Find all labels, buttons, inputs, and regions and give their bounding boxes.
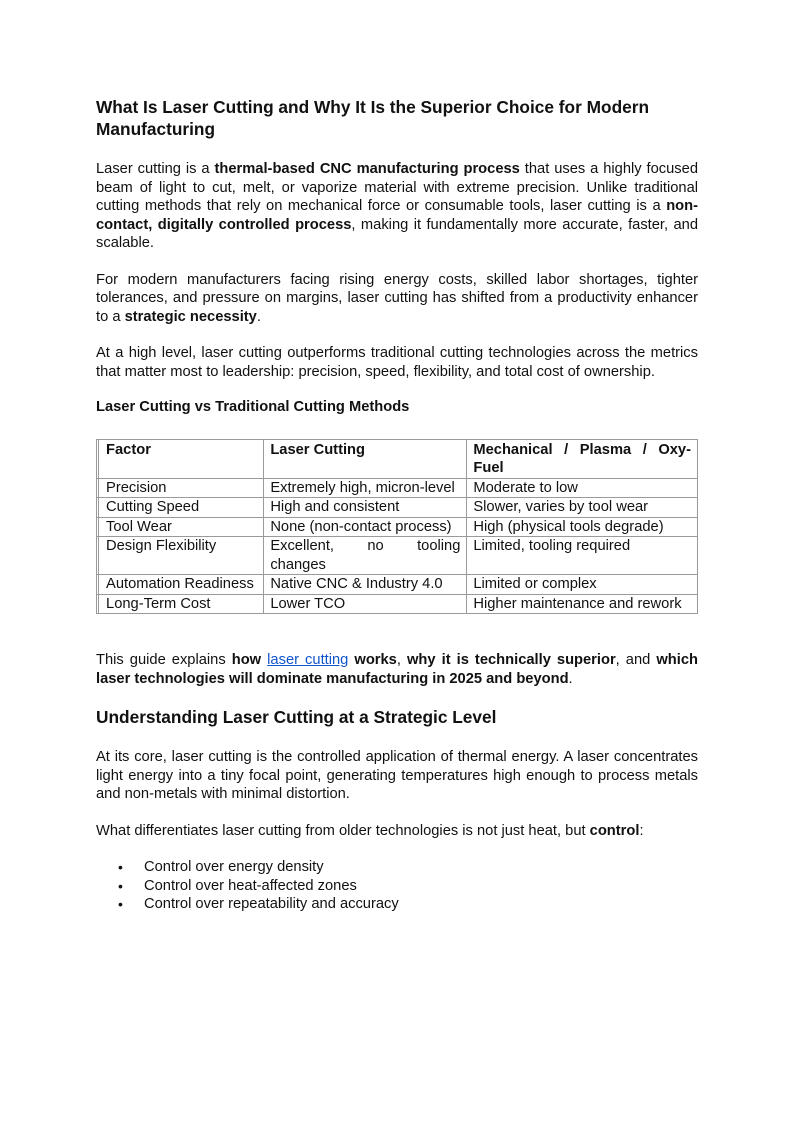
intro-paragraph-1	[96, 160, 698, 253]
bullet-icon: •	[118, 859, 123, 875]
control-list	[96, 858, 698, 914]
table-row	[97, 594, 698, 614]
table-row	[97, 498, 698, 518]
text-run: This guide explains	[96, 652, 232, 668]
table-cell: High (physical tools degrade)	[467, 517, 698, 537]
list-item	[96, 877, 698, 896]
bullet-icon: •	[118, 896, 123, 912]
table-cell: Design Flexibility	[99, 537, 264, 575]
intro-paragraph-3: At a high level, laser cutting outperforms traditional cutting technologies across the metrics that matter most to leadership: precision, speed, flexibility, and total cost of ownership.	[96, 345, 698, 380]
table-cell: Long-Term Cost	[99, 594, 264, 614]
text-run: , and	[615, 652, 657, 668]
table-cell: Lower TCO	[264, 594, 467, 614]
table-cell: Limited, tooling required	[467, 537, 698, 575]
table-cell: Slower, varies by tool wear	[467, 498, 698, 518]
main-heading: What Is Laser Cutting and Why It Is the Superior Choice for Modern Manufacturing	[96, 97, 650, 139]
table-row	[97, 575, 698, 595]
bold-text: control	[589, 822, 640, 839]
text-run: :	[639, 822, 644, 839]
text-run: that uses a highly focused beam of light to cut, melt, or vaporize material with extreme precision. Unlike traditional cutting methods that rely on mechanical force or consumable tools, laser cutting is a	[96, 161, 698, 214]
table-cell: Higher maintenance and rework	[467, 594, 698, 614]
text-run: ,	[396, 652, 407, 668]
text-run: .	[256, 308, 261, 325]
laser-cutting-link[interactable]: laser cutting	[267, 652, 349, 668]
bold-text: which laser technologies will dominate manufacturing in 2025 and beyond	[96, 652, 698, 687]
list-item-text: Control over energy density	[144, 859, 324, 875]
table-title: Laser Cutting vs Traditional Cutting Methods	[96, 399, 410, 415]
table-cell: High and consistent	[264, 498, 467, 518]
strategic-paragraph-2	[96, 822, 698, 841]
text-run: , making it fundamentally more accurate, faster, and scalable.	[96, 216, 699, 251]
header-cell-traditional: Mechanical / Plasma / Oxy-Fuel	[467, 439, 698, 478]
intro-paragraph-2	[96, 271, 698, 327]
table-cell: Limited or complex	[467, 575, 698, 595]
bullet-icon: •	[118, 877, 123, 894]
header-cell-factor: Factor	[99, 439, 264, 478]
table-cell: Tool Wear	[99, 517, 264, 537]
bold-text: strategic necessity	[124, 308, 257, 325]
bold-text: works	[354, 652, 397, 668]
table-cell: Moderate to low	[467, 478, 698, 498]
table-row	[97, 478, 698, 498]
table-cell: None (non-contact process)	[264, 517, 467, 537]
document-page	[96, 96, 698, 914]
table-cell: Precision	[99, 478, 264, 498]
strategic-paragraph-1: At its core, laser cutting is the controlled application of thermal energy. A laser concentrates light energy into a tiny focal point, generating temperatures high enough to process metals and non-metals with minimal distortion.	[96, 749, 698, 802]
text-run: What differentiates laser cutting from older technologies is not just heat, but	[96, 822, 590, 839]
comparison-table	[96, 439, 698, 615]
list-item	[96, 895, 698, 914]
table-cell: Excellent, no tooling changes	[264, 537, 467, 575]
table-cell: Automation Readiness	[99, 575, 264, 595]
list-item-text: Control over repeatability and accuracy	[144, 896, 399, 912]
table-cell: Extremely high, micron-level	[264, 478, 467, 498]
text-run: Laser cutting is a	[96, 161, 215, 177]
section-heading: Understanding Laser Cutting at a Strategic Level	[96, 707, 497, 727]
text-run: For modern manufacturers facing rising energy costs, skilled labor shortages, tighter tolerances, and pressure on margins, laser cutting has shifted from a productivity enhancer to a	[96, 271, 698, 325]
text-run: .	[568, 670, 573, 687]
table-row	[97, 537, 698, 575]
table-row	[97, 517, 698, 537]
table-cell: Native CNC & Industry 4.0	[264, 575, 467, 595]
list-item-text: Control over heat-affected zones	[144, 877, 357, 894]
header-cell-laser: Laser Cutting	[264, 439, 467, 478]
bold-text: why it is technically superior	[407, 652, 616, 668]
table-header-row	[97, 439, 698, 478]
list-item	[96, 858, 698, 877]
bold-text: thermal-based CNC manufacturing process	[214, 161, 520, 177]
bold-text: how	[231, 652, 262, 668]
table-cell: Cutting Speed	[99, 498, 264, 518]
guide-paragraph	[96, 651, 698, 688]
bold-text: non-contact, digitally controlled process	[96, 198, 698, 233]
